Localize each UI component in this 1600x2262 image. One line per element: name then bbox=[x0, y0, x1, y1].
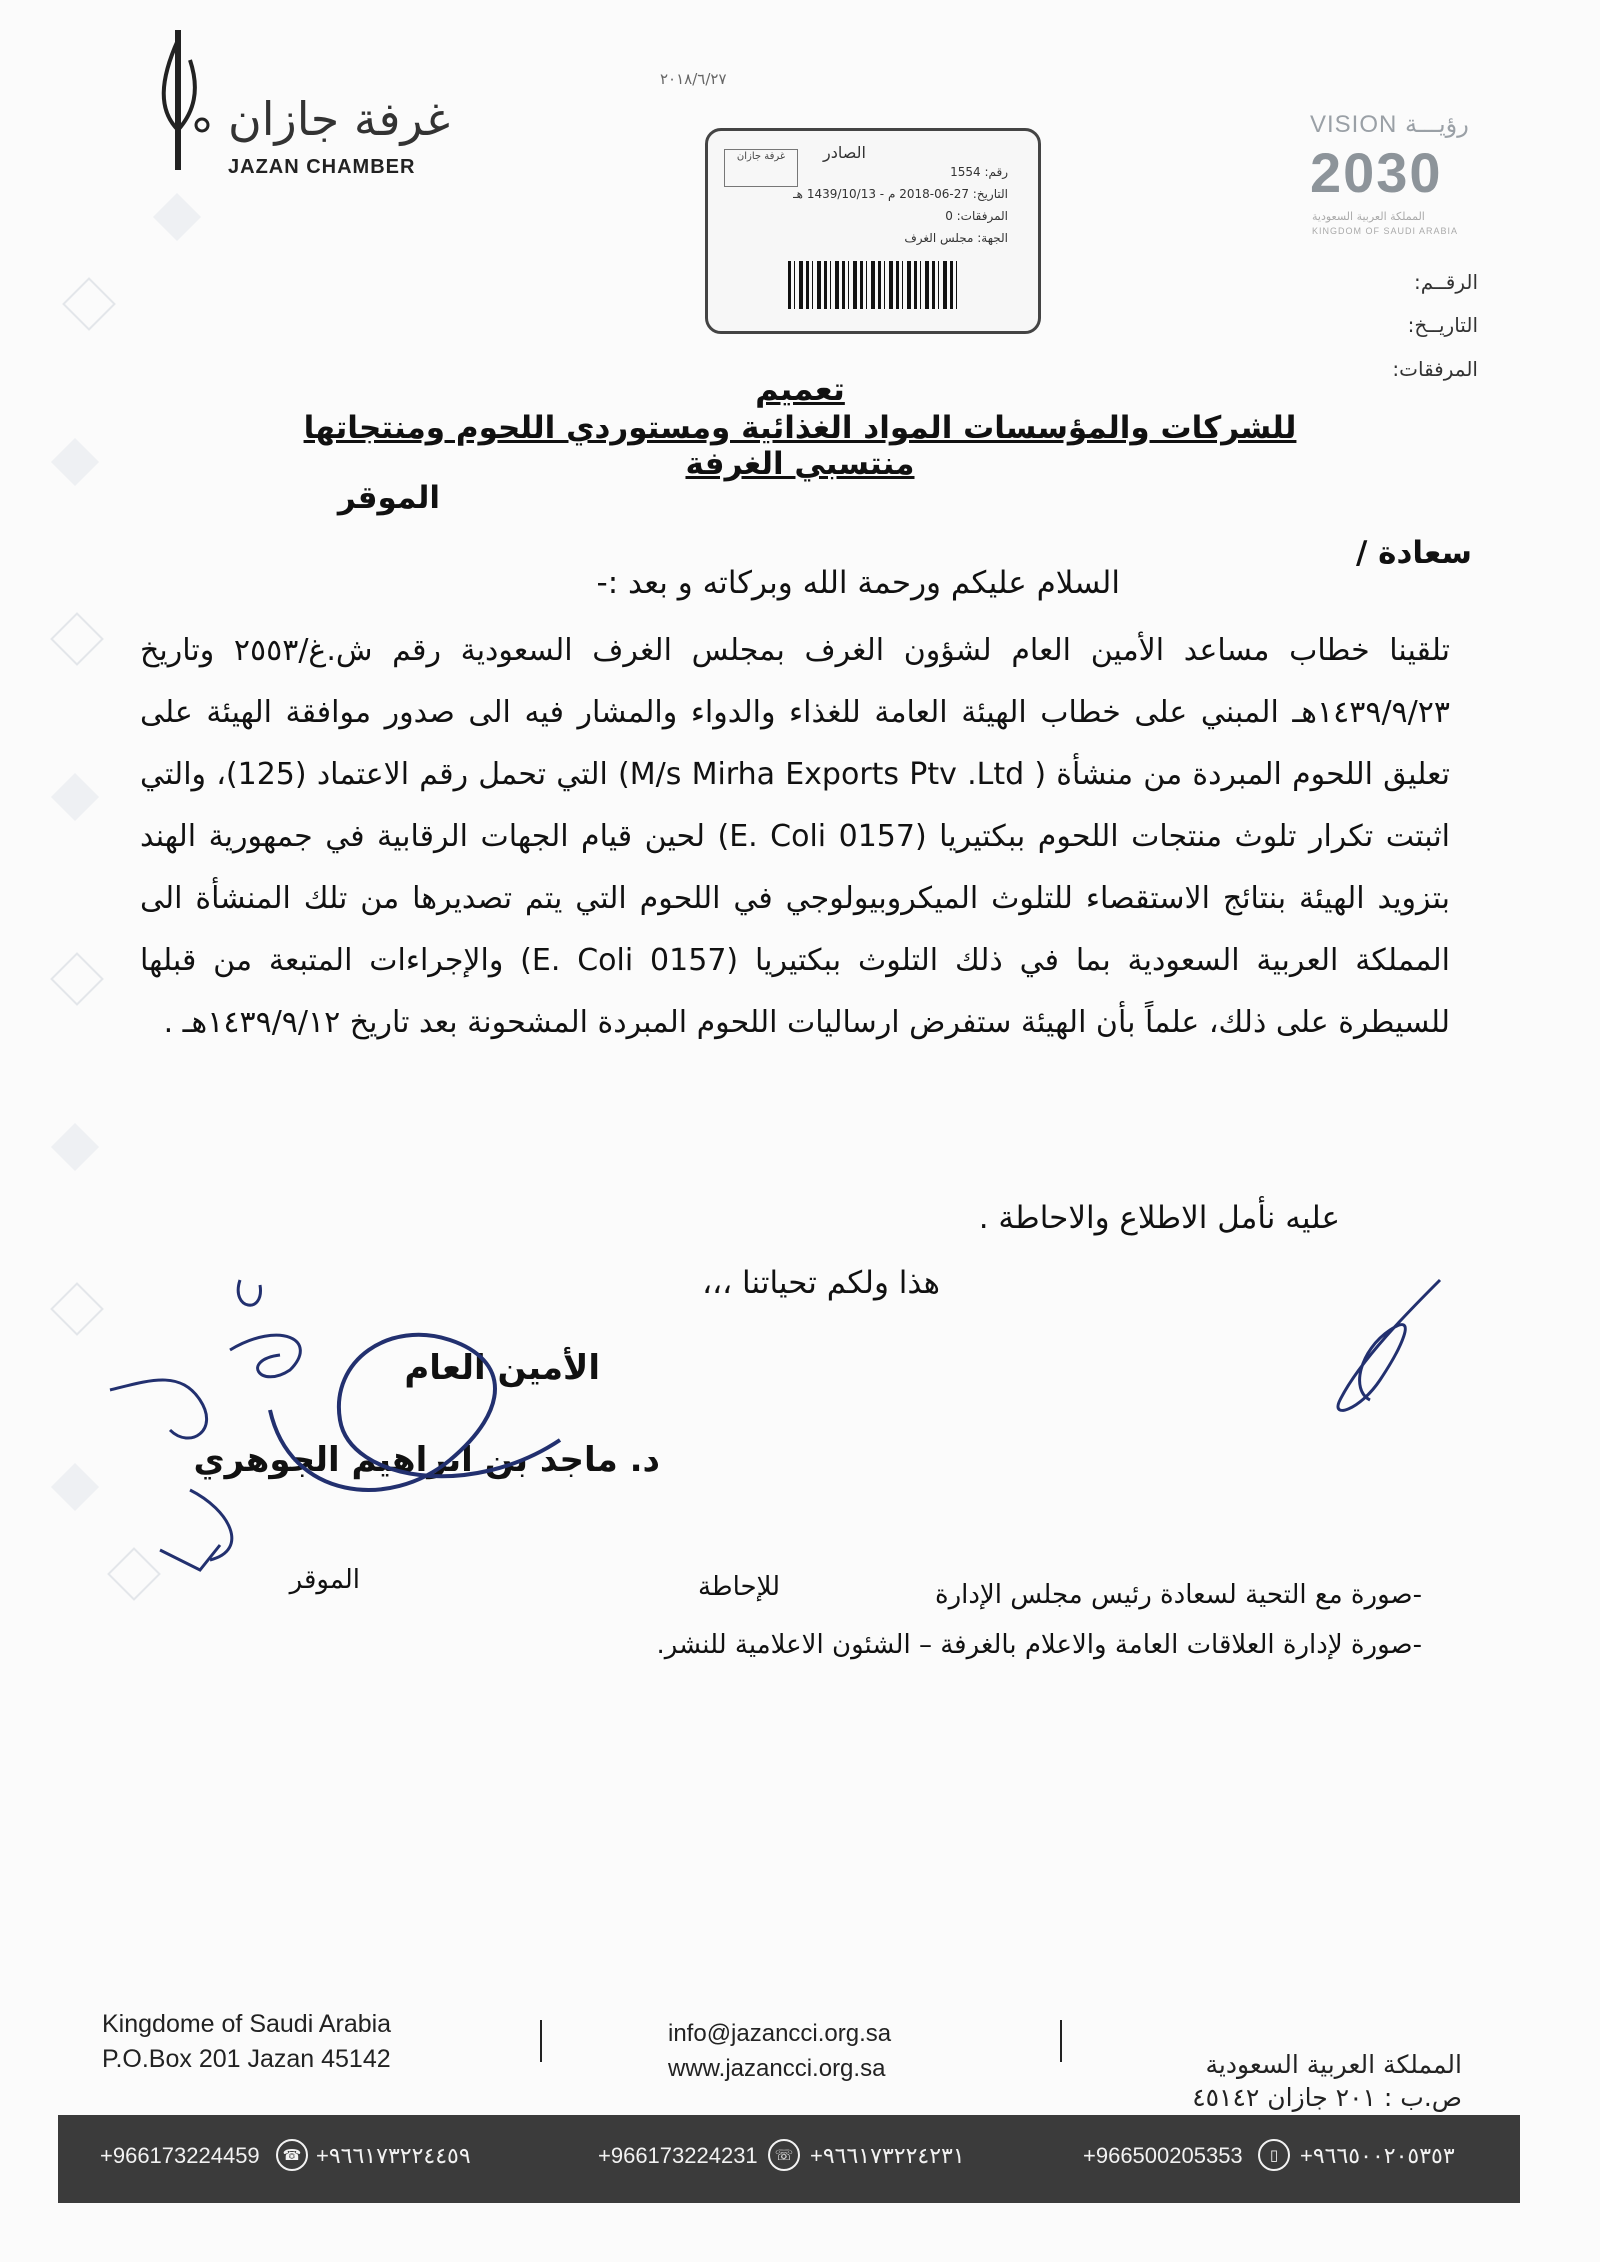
stamp-attachments: المرفقات: 0 bbox=[945, 209, 1008, 223]
footer-country-en: Kingdome of Saudi Arabia bbox=[102, 2010, 392, 2038]
vision-year: 2030 bbox=[1310, 141, 1443, 204]
decor-diamond bbox=[51, 773, 99, 821]
footer-divider bbox=[540, 2020, 542, 2062]
copy-line-2: -صورة لإدارة العلاقات العامة والاعلام بالغرفة – الشئون الاعلامية للنشر. bbox=[656, 1630, 1422, 1660]
mobile-icon: ▯ bbox=[1258, 2139, 1290, 2171]
closing-request: عليه نأمل الاطلاع والاحاطة . bbox=[978, 1200, 1340, 1236]
letter-subtitle: للشركات والمؤسسات المواد الغذائية ومستوردي اللحوم ومنتجاتها منتسبي الغرفة bbox=[303, 410, 1297, 482]
handwritten-signature bbox=[90, 1260, 650, 1580]
footer-pobox-en: P.O.Box 201 Jazan 45142 bbox=[102, 2045, 391, 2073]
logo-english-name: JAZAN CHAMBER bbox=[228, 156, 416, 178]
honorific: الموقر bbox=[337, 480, 440, 516]
date-label: التاريــخ: bbox=[1407, 313, 1478, 337]
closing-regards: هذا ولكم تحياتنا ،،، bbox=[702, 1265, 940, 1301]
mobile-number[interactable]: +966500205353 bbox=[1083, 2143, 1243, 2168]
stamp-number: رقم: 1554 bbox=[950, 165, 1008, 179]
stamp-header: الصادر bbox=[823, 143, 866, 162]
letter-body: تلقينا خطاب مساعد الأمين العام لشؤون الغرف بمجلس الغرف السعودية رقم ش.غ/٢٥٥٣ وتاريخ ١٤٣٩/٩/٢٣هـ المبني على خطاب الهيئة العامة للغذاء والدواء والمشار فيه الى صدور موافقة الهيئة على تعليق اللحوم المبردة من منشأة ( M/s Mirha Exports Ptv .Ltd) التي تحمل رقم الاعتماد (125)، والتي اثبتت تكرار تلوث منتجات اللحوم ببكتيريا (E. Coli 0157) لحين قيام الجهات الرقابية في جمهورية الهند بتزويد الهيئة بنتائج الاستقصاء للتلوث الميكروبيولوجي في اللحوم التي يتم تصديرها من تلك المنشأة الى المملكة العربية السعودية بما في ذلك التلوث ببكتيريا (E. Coli 0157) والإجراءات المتبعة من قبلها للسيطرة على ذلك، علماً بأن الهيئة ستفرض ارساليات اللحوم المبردة المشحونة بعد تاريخ ١٤٣٩/٩/١٢هـ . bbox=[140, 633, 1451, 1040]
decor-diamond bbox=[51, 438, 99, 486]
outgoing-stamp bbox=[705, 128, 1041, 334]
footer-website[interactable]: www.jazancci.org.sa bbox=[668, 2055, 886, 2082]
letter-title: تعميم bbox=[755, 370, 845, 408]
jazan-chamber-logo-icon bbox=[150, 20, 220, 170]
greeting: السلام عليكم ورحمة الله وبركاته و بعد :- bbox=[596, 565, 1120, 601]
footer-contact-bar bbox=[58, 2115, 1520, 2203]
fax-icon: ☎ bbox=[276, 2139, 308, 2171]
copy-line-1: -صورة مع التحية لسعادة رئيس مجلس الإدارة bbox=[934, 1580, 1422, 1610]
decor-diamond bbox=[50, 612, 104, 666]
vision-label: VISION رؤيـــة bbox=[1310, 111, 1469, 138]
stamp-date: التاريخ: 27-06-2018 م - 1439/10/13 هـ bbox=[793, 187, 1008, 201]
decor-diamond bbox=[50, 952, 104, 1006]
attachments-label: المرفقات: bbox=[1392, 357, 1478, 381]
copy-line-1-for: للإحاطة bbox=[697, 1572, 780, 1602]
decor-diamond bbox=[62, 277, 116, 331]
salutation-prefix: سعادة / bbox=[1356, 535, 1472, 571]
phone-number[interactable]: +966173224231 bbox=[598, 2143, 758, 2168]
vision-kingdom-ar: المملكة العربية السعودية bbox=[1312, 210, 1425, 223]
fax-number-ar: +٩٦٦١٧٣٢٢٤٤٥٩ bbox=[316, 2143, 471, 2168]
stamp-logo: غرفة جازان bbox=[724, 149, 798, 187]
phone-icon: ☏ bbox=[768, 2139, 800, 2171]
ref-label: الرقــم: bbox=[1413, 270, 1478, 294]
signer-name: د. ماجد بن ابراهيم الجوهري bbox=[193, 1440, 660, 1480]
stamp-department: الجهة: مجلس الغرف bbox=[904, 231, 1008, 245]
fax-number[interactable]: +966173224459 bbox=[100, 2143, 260, 2168]
phone-number-ar: +٩٦٦١٧٣٢٢٤٢٣١ bbox=[810, 2143, 965, 2168]
decor-diamond bbox=[153, 193, 201, 241]
signer-title: الأمين العام bbox=[404, 1348, 600, 1388]
copy-line-1-honorific: الموقر bbox=[289, 1565, 360, 1595]
decor-diamond bbox=[51, 1123, 99, 1171]
logo-arabic-name: غرفة جازان bbox=[228, 92, 450, 146]
initials-signature bbox=[1320, 1270, 1460, 1420]
vision-kingdom-en: KINGDOM OF SAUDI ARABIA bbox=[1312, 226, 1459, 236]
footer-country-ar: المملكة العربية السعودية bbox=[1205, 2050, 1462, 2079]
mobile-number-ar: +٩٦٦٥٠٠٢٠٥٣٥٣ bbox=[1300, 2143, 1455, 2168]
stamp-handwritten-date: ٢٠١٨/٦/٢٧ bbox=[660, 70, 727, 88]
footer-divider bbox=[1060, 2020, 1062, 2062]
vision-2030-logo bbox=[1300, 110, 1490, 240]
barcode bbox=[788, 261, 958, 309]
footer-email[interactable]: info@jazancci.org.sa bbox=[668, 2020, 892, 2047]
footer-pobox-ar: ص.ب : ٢٠١ جازان ٤٥١٤٢ bbox=[1192, 2083, 1462, 2112]
